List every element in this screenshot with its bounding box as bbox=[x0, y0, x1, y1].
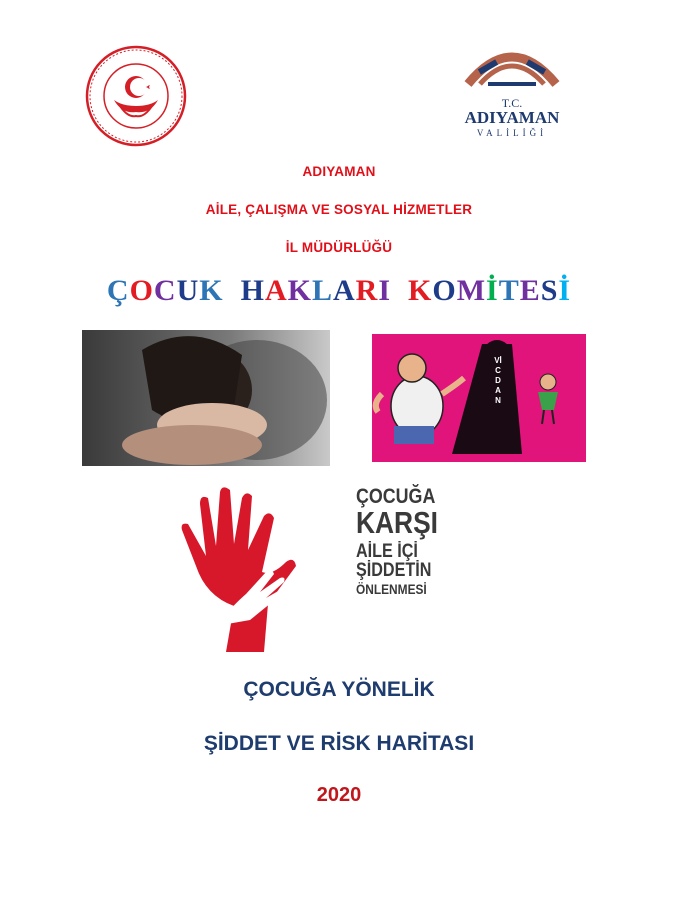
governorship-valiligi: VALİLİĞİ bbox=[476, 128, 548, 138]
committee-title bbox=[0, 274, 678, 308]
bridge-emblem-icon bbox=[458, 38, 566, 98]
campaign-text bbox=[356, 486, 466, 596]
committee-letter: S bbox=[540, 274, 559, 307]
committee-letter: K bbox=[408, 274, 433, 307]
committee-letter: O bbox=[432, 274, 457, 307]
committee-letter: İ bbox=[558, 274, 572, 307]
committee-letter: C bbox=[153, 274, 177, 307]
committee-letter: A bbox=[332, 274, 356, 307]
committee-letter: İ bbox=[486, 274, 499, 307]
red-hand-icon bbox=[176, 486, 300, 654]
committee-letter: A bbox=[264, 274, 288, 307]
governorship-logo bbox=[458, 38, 566, 142]
committee-letter: I bbox=[378, 274, 391, 307]
title-ministry: AİLE, ÇALIŞMA VE SOSYAL HİZMETLER bbox=[205, 202, 473, 217]
cartoon-scene-icon bbox=[372, 334, 586, 462]
committee-letter: H bbox=[240, 274, 265, 307]
conscience-cartoon bbox=[372, 334, 586, 462]
child-photo bbox=[82, 330, 330, 466]
committee-letter: E bbox=[519, 274, 541, 307]
ministry-seal-icon bbox=[84, 44, 188, 148]
title-city: ADIYAMAN bbox=[302, 164, 376, 179]
report-title-line-2: ŞİDDET VE RİSK HARİTASI bbox=[203, 732, 475, 755]
committee-letter: M bbox=[456, 274, 487, 307]
committee-letter: L bbox=[311, 274, 333, 307]
ministry-logo bbox=[84, 44, 188, 148]
report-year: 2020 bbox=[316, 784, 362, 806]
committee-letter: K bbox=[287, 274, 312, 307]
report-title-line-1: ÇOCUĞA YÖNELİK bbox=[243, 678, 435, 701]
committee-letter bbox=[391, 274, 408, 308]
campaign-line-1: ÇOCUĞA bbox=[356, 485, 436, 508]
campaign-line-5: ÖNLENMESİ bbox=[356, 581, 427, 597]
committee-letter: O bbox=[129, 274, 154, 307]
title-directorate: İL MÜDÜRLÜĞÜ bbox=[285, 240, 393, 255]
committee-letter: Ç bbox=[106, 274, 130, 307]
campaign-line-2: KARŞI bbox=[356, 505, 438, 540]
crouching-child-icon bbox=[82, 330, 330, 466]
hands-graphic bbox=[176, 486, 300, 654]
conscience-label: VİCDAN bbox=[494, 356, 502, 405]
committee-letter: K bbox=[199, 274, 224, 307]
committee-letter: R bbox=[355, 274, 379, 307]
governorship-city: ADIYAMAN bbox=[464, 108, 560, 127]
governorship-tc: T.C. bbox=[501, 96, 523, 110]
committee-letter bbox=[224, 274, 241, 308]
campaign-line-3: AİLE İÇİ bbox=[356, 541, 418, 562]
committee-letter: T bbox=[498, 274, 520, 307]
campaign-line-4: ŞİDDETİN bbox=[356, 560, 432, 581]
committee-letter: U bbox=[176, 274, 200, 307]
